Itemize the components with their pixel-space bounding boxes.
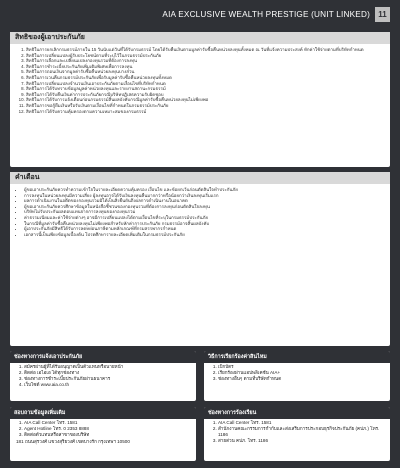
rights-panel <box>10 32 390 167</box>
channels-heading: ช่องทางการแจ้งเอาประกันภัย <box>10 351 196 363</box>
warning-panel <box>10 172 390 346</box>
channels-box <box>10 351 196 401</box>
header-bar <box>0 0 400 30</box>
list-item: • ผู้เอาประกันภัยมีสิทธิได้รับการลดหย่อนภาษีตามหลักเกณฑ์ที่กรมสรรพากรกำหนด <box>24 226 384 232</box>
list-item: 1. AIA Call Center โทร. 1581 <box>218 420 386 426</box>
rights-heading: สิทธิของผู้เอาประกันภัย <box>10 32 390 44</box>
list-item: 11. สิทธิในการขอกู้ยืมเงินหรือรับเงินตามเงื่อนไขที่กำหนดในกรมธรรม์ประกันภัย <box>26 103 384 109</box>
list-item: 9. สิทธิในการได้รับคืนเงินค่าการประกันภัยกรณีบริษัทปฏิเสธความรับผิดชอบ <box>26 92 384 98</box>
warning-list <box>10 187 390 237</box>
list-item: • เอกสารนี้เป็นเพียงข้อมูลเบื้องต้น โปรดศึกษารายละเอียดเพิ่มเติมในกรมธรรม์ประกันภัย <box>24 232 384 238</box>
list-item: 3. สิทธิในการเลือกและเปลี่ยนแปลงกองทุนรวมที่ต้องการลงทุน <box>26 58 384 64</box>
list-item: • บริษัทไม่รับประกันผลตอบแทนจากการลงทุนของกองทุนรวม <box>24 209 384 215</box>
complaint-heading: ช่องทางการร้องเรียน <box>204 407 390 419</box>
list-item: 3. สายด่วน คปภ. โทร. 1186 <box>218 438 386 444</box>
complaint-box <box>204 407 390 461</box>
list-item: 1. เบิกบัตร <box>218 364 386 370</box>
list-item: 2. เรียกร้องผ่านแอปพลิเคชัน AIA+ <box>218 370 386 376</box>
claims-heading: วิธีการเรียกร้องค่าสินไหม <box>204 351 390 363</box>
list-item: • ในกรณีที่มูลค่ารับซื้อคืนหน่วยลงทุนไม่เพียงพอสำหรับหักค่าการประกันภัย กรมธรรม์อาจสิ้นผลบังคับ <box>24 221 384 227</box>
list-item: 2. ติดต่อ เอไอเอ ได้ทุกช่องทาง <box>24 370 192 376</box>
complaint-list <box>204 420 390 444</box>
list-item: 10. สิทธิในการได้รับการแจ้งเตือนก่อนกรมธรรม์สิ้นผลบังคับกรณีมูลค่ารับซื้อคืนหน่วยลงทุนไม่เพียงพอ <box>26 97 384 103</box>
list-item: 1. สิทธิในการยกเลิกกรมธรรม์ภายใน 15 วันนับแต่วันที่ได้รับกรมธรรม์ โดยได้รับคืนเงินตามมูลค่ารับซื้อคืนหน่วยลงทุนทั้งหมด ณ วันที่แจ้งความประสงค์ หักค่าใช้จ่ายตามที่บริษัทกำหนด <box>26 47 384 53</box>
list-item: 3. ติดต่อตัวแทนหรือสาขาของบริษัท <box>24 432 192 438</box>
list-item: 4. เว็บไซต์ www.aia.co.th <box>24 382 192 388</box>
list-item: 3. ช่องทางอื่นๆ ตามที่บริษัทกำหนด <box>218 376 386 382</box>
page-number: 11 <box>375 7 390 22</box>
info-boxes <box>10 351 390 461</box>
channels-list <box>10 364 196 388</box>
contact-list <box>10 420 196 438</box>
list-item: • ผลการดำเนินงานในอดีตของกองทุนรวมมิได้เป็นสิ่งยืนยันถึงผลการดำเนินงานในอนาคต <box>24 198 384 204</box>
contact-box <box>10 407 196 461</box>
list-item: 3. ช่องทางการชำระเบี้ยประกันภัยผ่านธนาคาร <box>24 376 192 382</box>
list-item: • การลงทุนในหน่วยลงทุนมีความเสี่ยง ผู้ลงทุนอาจได้รับเงินลงทุนคืนมากกว่าหรือน้อยกว่าเงินลงทุนเริ่มแรก <box>24 193 384 199</box>
contact-heading: สอบถามข้อมูลเพิ่มเติม <box>10 407 196 419</box>
claims-box <box>204 351 390 401</box>
list-item: 8. สิทธิในการได้รับทราบข้อมูลมูลค่าหน่วยลงทุนและรายงานสถานะกรมธรรม์ <box>26 86 384 92</box>
rights-list <box>10 47 390 114</box>
list-item: • ผู้ขอเอาประกันภัยควรศึกษาข้อมูลในหนังสือชี้ชวนของกองทุนรวมที่ต้องการลงทุนก่อนตัดสินใจลงทุน <box>24 204 384 210</box>
list-item: 2. สำนักงานคณะกรรมการกำกับและส่งเสริมการประกอบธุรกิจประกันภัย (คปภ.) โทร. 1186 <box>218 426 386 438</box>
list-item: 12. สิทธิในการได้รับความคุ้มครองตามความเหมาะสมของกรมธรรม์ <box>26 109 384 115</box>
list-item: 2. Agent Hotline โทร. 0 2353 8888 <box>24 426 192 432</box>
list-item: 4. สิทธิในการชำระเบี้ยประกันภัยเพิ่มเติมพิเศษเพื่อการลงทุน <box>26 64 384 70</box>
list-item: 6. สิทธิในการเวนคืนกรมธรรม์ประกันภัยเพื่อรับมูลค่ารับซื้อคืนหน่วยลงทุนทั้งหมด <box>26 75 384 81</box>
list-item: 7. สิทธิในการเปลี่ยนแปลงจำนวนเงินเอาประกันภัยตามเงื่อนไขที่บริษัทกำหนด <box>26 81 384 87</box>
list-item: 1. สมัครผ่านผู้ที่ได้รับอนุญาตเป็นตัวแทนหรือนายหน้า <box>24 364 192 370</box>
company-address: 181 ถนนสุรวงศ์ แขวงสุริยวงศ์ เขตบางรัก กรุงเทพฯ 10500 <box>16 439 130 444</box>
list-item: • ค่าธรรมเนียมและค่าใช้จ่ายต่างๆ อาจมีการเปลี่ยนแปลงได้ตามเงื่อนไขที่ระบุในกรมธรรม์ประกันภัย <box>24 215 384 221</box>
list-item: 2. สิทธิในการเปลี่ยนแปลงผู้รับประโยชน์ตามที่ระบุไว้ในกรมธรรม์ประกันภัย <box>26 53 384 59</box>
claims-list <box>204 364 390 382</box>
list-item: 5. สิทธิในการถอนเงินจากมูลค่ารับซื้อคืนหน่วยลงทุนบางส่วน <box>26 69 384 75</box>
warning-heading: คำเตือน <box>10 172 390 184</box>
list-item: • ผู้ขอเอาประกันภัยควรทำความเข้าใจในรายละเอียดความคุ้มครอง เงื่อนไข และข้อยกเว้นก่อนตัดสินใจทำประกันภัย <box>24 187 384 193</box>
product-title: AIA EXCLUSIVE WEALTH PRESTIGE (UNIT LINKED) <box>162 10 370 19</box>
list-item: 1. AIA Call Center โทร. 1581 <box>24 420 192 426</box>
